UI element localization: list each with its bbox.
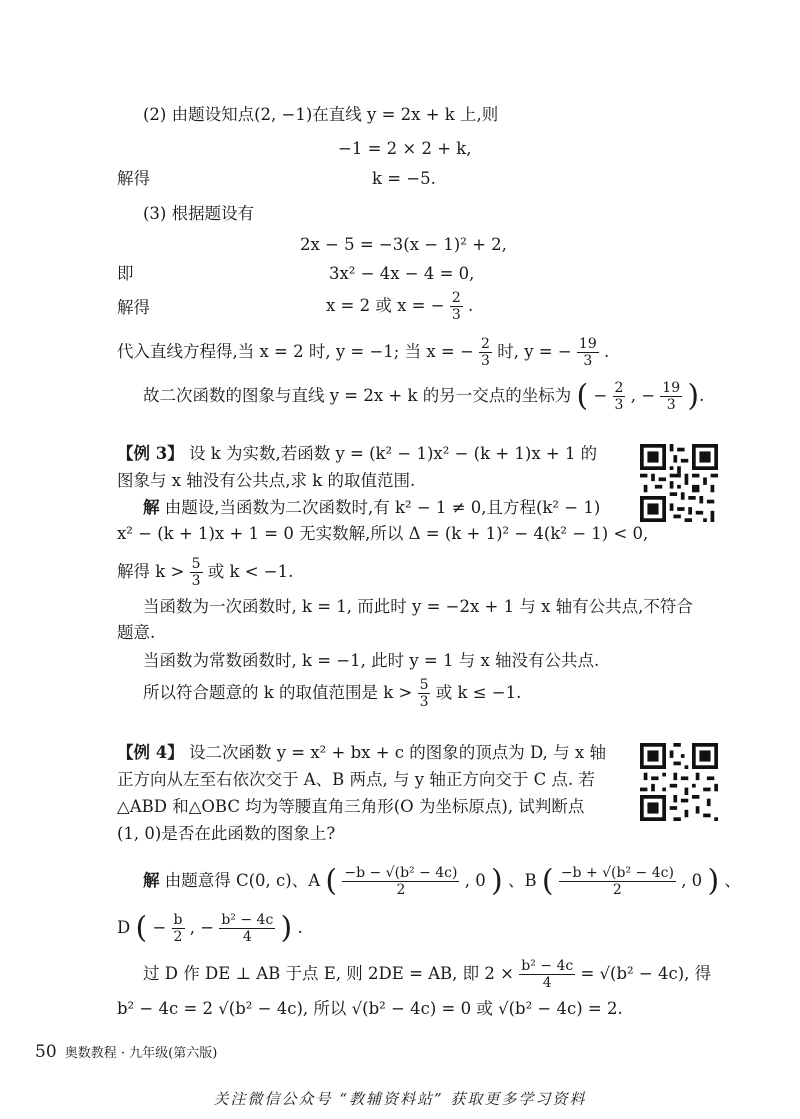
- eq-text: , −: [189, 918, 215, 937]
- text-line: (3) 根据题设有: [143, 204, 255, 223]
- text-line: x² − (k + 1)x + 1 = 0 无实数解,所以 Δ = (k + 1)² − 4(k² − 1) < 0,: [117, 524, 649, 543]
- text-line: [143, 497, 600, 519]
- eq-text: 或 k ≤ −1.: [435, 683, 522, 702]
- numerator: b² − 4c: [521, 958, 574, 974]
- numerator: 19: [578, 336, 597, 352]
- solution-label: 解: [143, 498, 160, 517]
- eq-text: .: [467, 296, 474, 315]
- right-paren: ): [687, 378, 700, 414]
- numerator: b² − 4c: [221, 912, 274, 928]
- text-line: 题意.: [117, 623, 156, 642]
- right-paren: ): [707, 863, 720, 899]
- text-line: 当函数为常数函数时, k = −1, 此时 y = 1 与 x 轴没有公共点.: [143, 651, 600, 670]
- fraction: [418, 677, 431, 710]
- text-line: △ABD 和△OBC 均为等腰直角三角形(O 为坐标原点), 试判断点: [117, 797, 585, 816]
- eq-text: 由题意得 C(0, c)、A: [164, 871, 321, 890]
- eq-text: 、: [724, 871, 741, 890]
- text-line: 解得: [117, 298, 150, 317]
- denominator: 3: [614, 397, 624, 413]
- eq-text: 时, y = −: [497, 342, 572, 361]
- eq-text: 或 k < −1.: [207, 562, 294, 581]
- text-line: [117, 336, 609, 369]
- fraction: [172, 912, 185, 945]
- eq-text: 设二次函数 y = x² + bx + c 的图象的顶点为 D, 与 x 轴: [188, 743, 606, 762]
- numerator: b: [173, 912, 183, 928]
- denominator: 2: [173, 929, 183, 945]
- text-line: 当函数为一次函数时, k = 1, 而此时 y = −2x + 1 与 x 轴有公共点,不符合: [143, 597, 693, 616]
- eq-text: −: [152, 918, 167, 937]
- fraction: [577, 336, 599, 369]
- eq-text: = √(b² − 4c), 得: [580, 964, 712, 983]
- text-line: (1, 0)是否在此函数的图象上?: [117, 824, 336, 843]
- text-line: [143, 958, 711, 991]
- eq-text: x = 2 或 x = −: [326, 296, 445, 315]
- equation-line: [326, 290, 473, 323]
- fraction: [613, 380, 626, 413]
- left-paren: (: [541, 863, 554, 899]
- left-paren: (: [325, 863, 338, 899]
- equation-line: 2x − 5 = −3(x − 1)² + 2,: [300, 235, 507, 254]
- text-line: [143, 677, 521, 710]
- qr-code-icon[interactable]: [640, 743, 718, 821]
- denominator: 3: [419, 694, 429, 710]
- numerator: 2: [614, 380, 624, 396]
- right-paren: ): [280, 910, 293, 946]
- denominator: 3: [451, 307, 461, 323]
- fraction: [219, 912, 275, 945]
- numerator: 5: [191, 556, 201, 572]
- left-paren: (: [576, 378, 589, 414]
- eq-text: −: [593, 386, 608, 405]
- eq-text: 过 D 作 DE ⊥ AB 于点 E, 则 2DE = AB, 即 2 ×: [143, 964, 514, 983]
- denominator: 2: [612, 882, 622, 898]
- eq-text: 故二次函数的图象与直线 y = 2x + k 的另一交点的坐标为: [143, 386, 572, 405]
- text-line: b² − 4c = 2 √(b² − 4c), 所以 √(b² − 4c) = 0 或 √(b² − 4c) = 2.: [117, 999, 623, 1018]
- fraction: [190, 556, 203, 589]
- page-number: 50: [35, 1042, 57, 1062]
- numerator: 5: [419, 677, 429, 693]
- text-line: [143, 865, 741, 898]
- numerator: −b − √(b² − 4c): [344, 865, 458, 881]
- book-title: 奥数教程 · 九年级(第六版): [64, 1046, 218, 1061]
- denominator: 3: [191, 573, 201, 589]
- eq-text: .: [604, 342, 610, 361]
- text-line: 正方向从左至右依次交于 A、B 两点, 与 y 轴正方向交于 C 点. 若: [117, 770, 595, 789]
- fraction: [342, 865, 459, 898]
- eq-text: .: [297, 918, 303, 937]
- eq-text: 所以符合题意的 k 的取值范围是 k >: [143, 683, 413, 702]
- right-paren: ): [490, 863, 503, 899]
- equation-line: k = −5.: [372, 169, 436, 188]
- text-line: [117, 912, 303, 945]
- numerator: −b + √(b² − 4c): [560, 865, 674, 881]
- example-label: 【例 4】: [117, 743, 184, 762]
- denominator: 3: [481, 353, 490, 369]
- numerator: 19: [662, 380, 681, 396]
- left-paren: (: [135, 910, 148, 946]
- fraction: [519, 958, 575, 991]
- eq-text: D: [117, 918, 131, 937]
- text-line: [117, 556, 293, 589]
- denominator: 3: [666, 397, 676, 413]
- fraction: [450, 290, 463, 323]
- equation-line: −1 = 2 × 2 + k,: [338, 139, 472, 158]
- eq-text: , −: [630, 386, 656, 405]
- equation-line: 3x² − 4x − 4 = 0,: [329, 264, 475, 283]
- watermark-banner: 关注微信公众号 “教辅资料站” 获取更多学习资料: [213, 1090, 587, 1108]
- solution-label: 解: [143, 871, 160, 890]
- denominator: 4: [542, 975, 552, 991]
- qr-code-icon[interactable]: [640, 444, 718, 522]
- denominator: 2: [396, 882, 406, 898]
- text-line: 图象与 x 轴没有公共点,求 k 的取值范围.: [117, 471, 416, 490]
- denominator: 4: [242, 929, 252, 945]
- text-line: 解得: [117, 169, 150, 188]
- eq-text: 解得 k >: [117, 562, 185, 581]
- fraction: [559, 865, 676, 898]
- text-line: 故二次函数的图象与直线 y = 2x + k 的另一交点的坐标为 ( − $\frac{2}{3}$ , − $\frac{19}{3}$ ).: [143, 378, 705, 414]
- denominator: 3: [583, 353, 593, 369]
- eq-text: , 0: [681, 871, 703, 890]
- eq-text: 、B: [507, 871, 537, 890]
- example-label: 【例 3】: [117, 444, 184, 463]
- eq-text: , 0: [464, 871, 486, 890]
- text-line: 即: [117, 264, 134, 283]
- text-line: [117, 443, 597, 465]
- eq-text: 由题设,当函数为二次函数时,有 k² − 1 ≠ 0,且方程(k² − 1): [164, 498, 601, 517]
- eq-text: 设 k 为实数,若函数 y = (k² − 1)x² − (k + 1)x + 1 的: [188, 444, 598, 463]
- fraction: [479, 336, 492, 369]
- page-footer: [35, 1042, 217, 1062]
- numerator: 2: [451, 290, 461, 306]
- eq-text: 代入直线方程得,当 x = 2 时, y = −1; 当 x = −: [117, 342, 474, 361]
- numerator: 2: [481, 336, 490, 352]
- text-line: (2) 由题设知点(2, −1)在直线 y = 2x + k 上,则: [143, 105, 499, 124]
- text-line: [117, 742, 606, 764]
- fraction: [660, 380, 682, 413]
